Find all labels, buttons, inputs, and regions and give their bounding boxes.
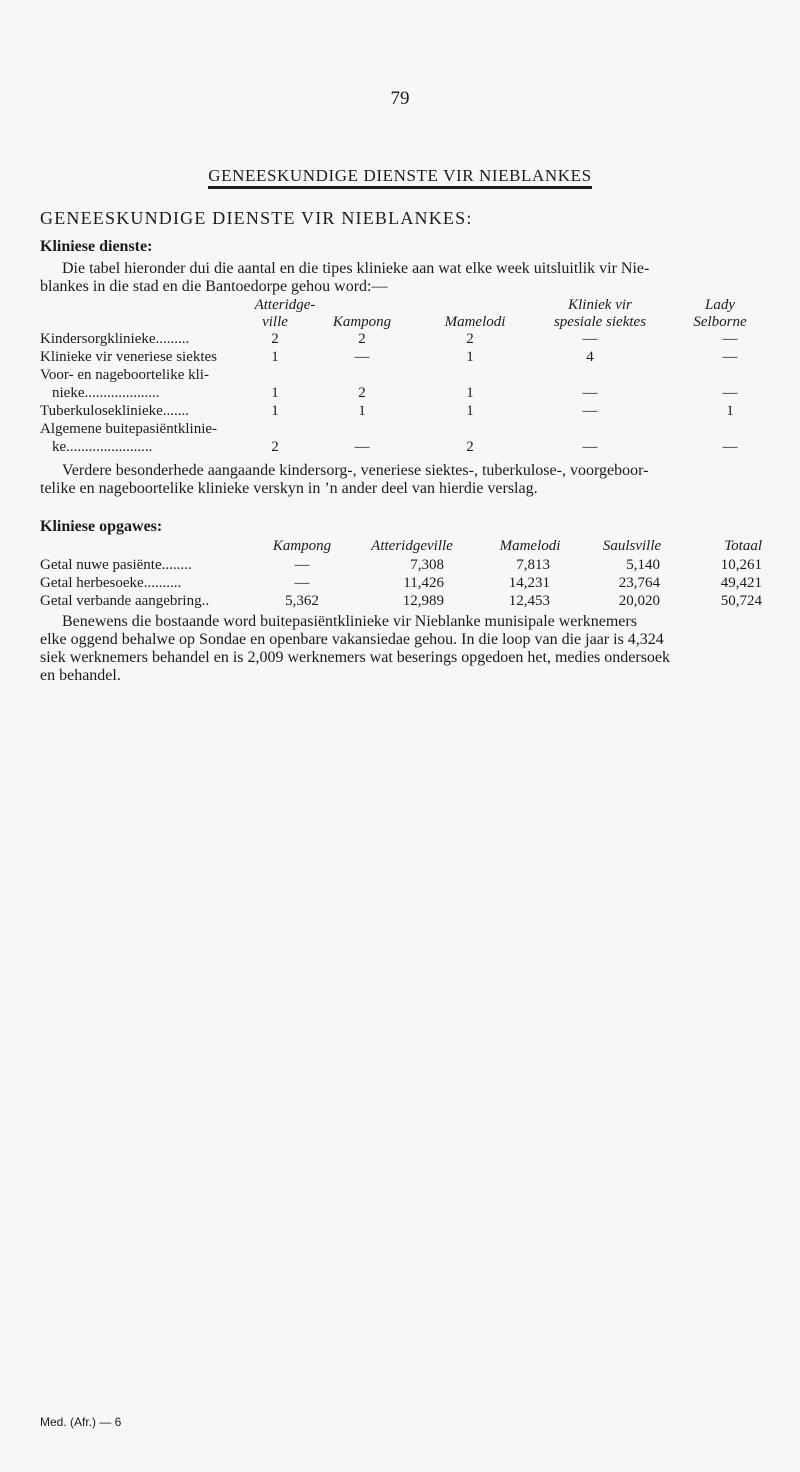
t1-header-atteridgeville-2: ville (262, 314, 288, 330)
t2-header-kampong: Kampong (272, 538, 332, 554)
t1-cell: — (582, 403, 598, 419)
t1-cell: 2 (466, 439, 474, 455)
t2-header-atteridgeville: Atteridgeville (371, 538, 453, 554)
t1-cell: 2 (466, 331, 474, 347)
t2-cell: 10,261 (720, 557, 762, 573)
t1-cell: 1 (271, 403, 279, 419)
t2-cell: 20,020 (618, 593, 660, 609)
running-header-text: GENEESKUNDIGE DIENSTE VIR NIEBLANKES (208, 166, 591, 189)
t1-cell: — (722, 439, 738, 455)
t1-cell: 1 (358, 403, 366, 419)
t1-row-label: Klinieke vir veneriese siektes (40, 349, 218, 365)
t2-cell: 11,426 (403, 575, 444, 591)
t1-cell: 1 (271, 349, 279, 365)
t1-cell: 1 (726, 403, 734, 419)
t1-header-kliniek-1: Kliniek vir (568, 297, 632, 313)
t2-cell: — (294, 557, 310, 573)
intro-line-2: blankes in die stad en die Bantoedorpe gehou word:— (40, 278, 388, 295)
t1-row-label: Tuberkuloseklinieke....... (40, 403, 190, 419)
t1-row-label: Algemene buitepasiëntklinie- (40, 421, 218, 437)
para2-line-1: Verdere besonderhede aangaande kindersorg-, veneriese siektes-, tuberkulose-, voorgeboor- (62, 462, 649, 479)
footer-signature: Med. (Afr.) — 6 (40, 1415, 122, 1429)
t1-cell: 2 (358, 385, 366, 401)
t1-cell: 1 (271, 385, 279, 401)
t1-cell: 1 (466, 385, 474, 401)
t1-cell: — (582, 439, 598, 455)
t1-cell: — (722, 349, 738, 365)
t1-row-label: Kindersorgklinieke......... (40, 331, 190, 347)
para3-line-1: Benewens die bostaande word buitepasiëntklinieke vir Nieblanke munisipale werknemers (62, 613, 637, 630)
t1-cell: — (722, 331, 738, 347)
t1-cell: — (582, 385, 598, 401)
t2-cell: — (294, 575, 310, 591)
t2-row-label: Getal verbande aangebring.. (40, 593, 210, 609)
t2-cell: 12,453 (508, 593, 550, 609)
t2-row-label: Getal nuwe pasiënte........ (40, 557, 192, 573)
t2-header-totaal: Totaal (724, 538, 762, 554)
t1-cell: — (722, 385, 738, 401)
t1-header-kliniek-2: spesiale siektes (553, 314, 647, 330)
t2-cell: 49,421 (720, 575, 762, 591)
t2-cell: 23,764 (618, 575, 660, 591)
t1-cell: 2 (271, 439, 279, 455)
para3-line-2: elke oggend behalwe op Sondae en openbare vakansiedae gehou. In die loop van die jaar is 4,324 (40, 631, 664, 648)
t1-cell: — (354, 349, 370, 365)
running-header (0, 166, 800, 186)
para3-line-3: siek werknemers behandel en is 2,009 werknemers wat beserings opgedoen het, medies ondersoek (40, 649, 671, 666)
t2-cell: 5,140 (626, 557, 660, 573)
t2-header-saulsville: Saulsville (602, 538, 662, 554)
t2-cell: 5,362 (285, 593, 319, 609)
t1-header-lady-1: Lady (705, 297, 735, 313)
t1-header-mamelodi: Mamelodi (444, 314, 506, 330)
t1-cell: 2 (271, 331, 279, 347)
t1-header-atteridgeville-1: Atteridge- (254, 297, 316, 313)
t1-header-lady-2: Selborne (693, 314, 747, 330)
t1-row-label-cont: nieke.................... (52, 385, 160, 401)
t1-cell: 1 (466, 349, 474, 365)
t1-cell: 1 (466, 403, 474, 419)
t1-cell: — (354, 439, 370, 455)
t2-row-label: Getal herbesoeke.......... (40, 575, 182, 591)
t1-cell: 2 (358, 331, 366, 347)
para2-line-2: telike en nageboortelike klinieke verskyn in ’n ander deel van hierdie verslag. (40, 480, 538, 497)
t1-row-label-cont: ke....................... (52, 439, 153, 455)
t2-header-mamelodi: Mamelodi (499, 538, 561, 554)
t1-row-label: Voor- en nageboortelike kli- (40, 367, 209, 383)
section-title: GENEESKUNDIGE DIENSTE VIR NIEBLANKES: (40, 208, 473, 228)
t2-cell: 12,989 (402, 593, 444, 609)
t1-cell: 4 (586, 349, 594, 365)
subsection-kliniese-dienste: Kliniese dienste: (40, 238, 153, 255)
t1-header-kampong: Kampong (332, 314, 392, 330)
subsection-kliniese-opgawes: Kliniese opgawes: (40, 518, 163, 535)
para3-line-4: en behandel. (40, 667, 121, 684)
t2-cell: 7,813 (516, 557, 550, 573)
t2-cell: 14,231 (508, 575, 550, 591)
t1-cell: — (582, 331, 598, 347)
intro-line-1: Die tabel hieronder dui die aantal en die tipes klinieke aan wat elke week uitsluitlik vir Nie- (62, 260, 650, 277)
t2-cell: 7,308 (410, 557, 444, 573)
t2-cell: 50,724 (720, 593, 762, 609)
page-number: 79 (390, 88, 410, 109)
